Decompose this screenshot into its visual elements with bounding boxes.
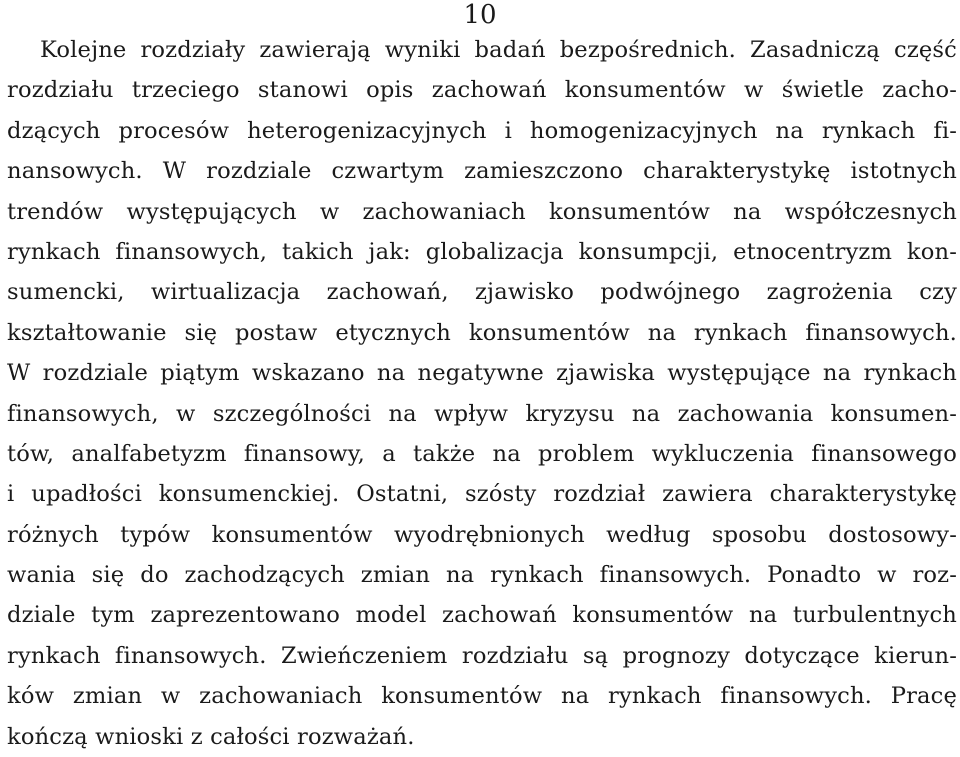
paragraph-line: dziale tym zaprezentowano model zachowań konsumentów na turbulentnych <box>7 602 957 629</box>
paragraph-line: trendów występujących w zachowaniach konsumentów na współczesnych <box>7 198 957 225</box>
paragraph-line: i upadłości konsumenckiej. Ostatni, szósty rozdział zawiera charakterystykę <box>7 481 957 508</box>
paragraph-line: rynkach finansowych, takich jak: globalizacja konsumpcji, etnocentryzm kon- <box>7 238 957 265</box>
paragraph-line-last: kończą wnioski z całości rozważań. <box>7 723 415 750</box>
paragraph-line: ków zmian w zachowaniach konsumentów na rynkach finansowych. Pracę <box>7 683 957 710</box>
page-number: 10 <box>463 0 497 30</box>
paragraph-line: kształtowanie się postaw etycznych konsumentów na rynkach finansowych. <box>7 319 957 346</box>
paragraph-line: W rozdziale piątym wskazano na negatywne zjawiska występujące na rynkach <box>7 360 957 387</box>
paragraph-line: sumencki, wirtualizacja zachowań, zjawisko podwójnego zagrożenia czy <box>7 279 957 306</box>
paragraph-line: różnych typów konsumentów wyodrębnionych według sposobu dostosowy- <box>7 521 957 548</box>
paragraph-line: finansowych, w szczególności na wpływ kryzysu na zachowania konsumen- <box>7 400 957 427</box>
paragraph-line: dzących procesów heterogenizacyjnych i homogenizacyjnych na rynkach fi- <box>7 117 957 144</box>
paragraph-line: Kolejne rozdziały zawierają wyniki badań bezpośrednich. Zasadniczą część <box>40 37 957 63</box>
body-paragraph <box>7 30 957 757</box>
paragraph-line: nansowych. W rozdziale czwartym zamieszczono charakterystykę istotnych <box>7 158 957 185</box>
paragraph-line: rynkach finansowych. Zwieńczeniem rozdziału są prognozy dotyczące kierun- <box>7 642 957 669</box>
paragraph-line: tów, analfabetyzm finansowy, a także na problem wykluczenia finansowego <box>7 440 957 467</box>
paragraph-line: wania się do zachodzących zmian na rynkach finansowych. Ponadto w roz- <box>7 562 957 589</box>
paragraph-line: rozdziału trzeciego stanowi opis zachowań konsumentów w świetle zacho- <box>7 77 957 104</box>
